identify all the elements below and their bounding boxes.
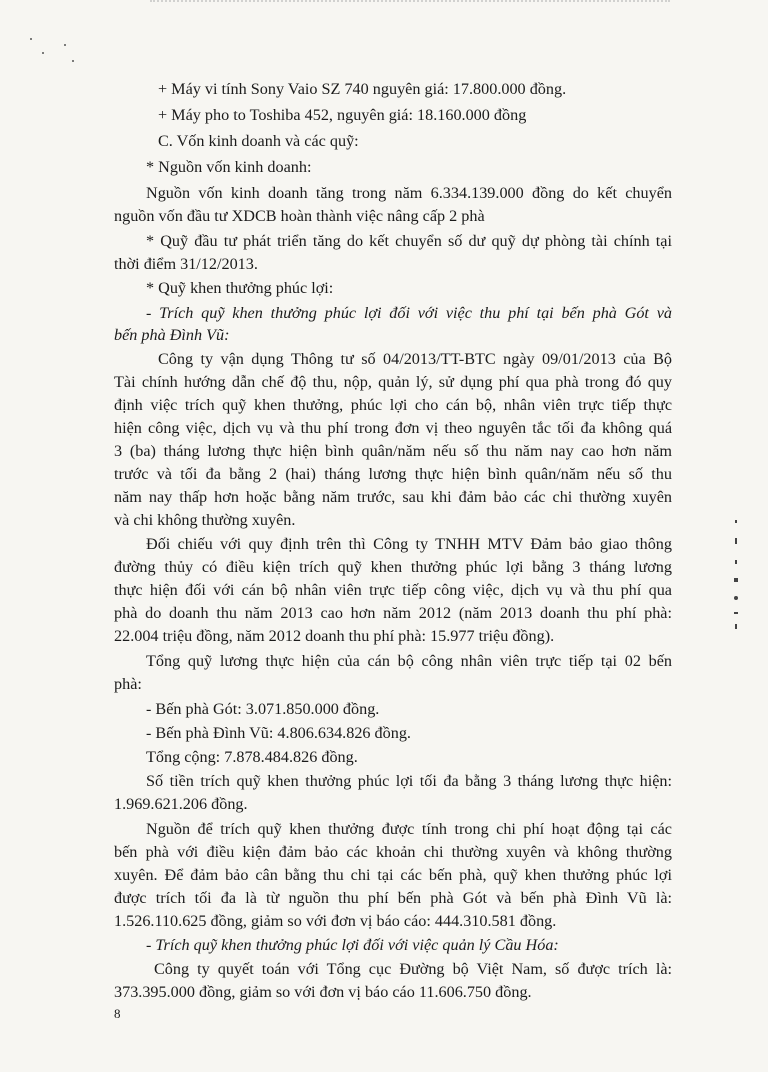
scan-artifact-topline: [150, 0, 670, 6]
text-line: Đối chiếu với quy định trên thì Công ty TNHH MTV Đảm bảo giao thông: [146, 535, 672, 553]
text-line: nguồn vốn đầu tư XDCB hoàn thành việc nâng cấp 2 phà: [114, 207, 485, 225]
text-line: * Quỹ đầu tư phát triển tăng do kết chuyển số dư quỹ dự phòng tài chính tại: [146, 232, 672, 250]
text-line: - Bến phà Đình Vũ: 4.806.634.826 đồng.: [146, 724, 411, 742]
italic-subheading: - Trích quỹ khen thưởng phúc lợi đối với việc thu phí tại bến phà Gót và: [146, 304, 672, 322]
text-line: trước và tối đa bằng 2 (hai) tháng lương thực hiện bình quân/năm nếu số thu: [114, 465, 672, 483]
text-line: định việc trích quỹ khen thưởng, phúc lợi cho cán bộ, nhân viên trực tiếp thực: [114, 396, 672, 414]
text-line: 1.526.110.625 đồng, giảm so với đơn vị báo cáo: 444.310.581 đồng.: [114, 912, 557, 930]
text-line: năm nay thấp hơn hoặc bằng năm trước, sau khi đảm bảo các chi thường xuyên: [114, 488, 672, 506]
text-line: Nguồn vốn kinh doanh tăng trong năm 6.334.139.000 đồng do kết chuyển: [146, 184, 672, 202]
text-line: Tài chính hướng dẫn chế độ thu, nộp, quản lý, sử dụng phí qua phà trong đó quy: [114, 373, 672, 391]
total-line: Tổng cộng: 7.878.484.826 đồng.: [146, 748, 358, 766]
section-heading: C. Vốn kinh doanh và các quỹ:: [158, 132, 359, 150]
text-line: 3 (ba) tháng lương thực hiện bình quân/năm nếu số thu năm nay cao hơn năm: [114, 442, 672, 460]
text-line: xuyên. Để đảm bảo cân bằng thu chi tại các bến phà, quỹ khen thưởng phúc lợi: [114, 866, 672, 884]
text-line: Công ty quyết toán với Tổng cục Đường bộ Việt Nam, số được trích là:: [154, 960, 672, 978]
text-line: và chi không thường xuyên.: [114, 511, 296, 529]
text-line: Nguồn để trích quỹ khen thưởng được tính trong chi phí hoạt động tại các: [146, 820, 672, 838]
text-line: * Quỹ khen thưởng phúc lợi:: [146, 279, 334, 297]
page-number: 8: [114, 1006, 121, 1021]
text-line: + Máy pho to Toshiba 452, nguyên giá: 18.160.000 đồng: [158, 106, 527, 124]
text-line: bến phà với điều kiện đảm bảo các khoản chi thường xuyên và không thường: [114, 843, 672, 861]
text-line: Số tiền trích quỹ khen thưởng phúc lợi tối đa bằng 3 tháng lương thực hiện:: [146, 772, 672, 790]
text-line: thực hiện đối với cán bộ nhân viên trực tiếp công việc, dịch vụ và thu phí qua: [114, 581, 672, 599]
text-line: thời điểm 31/12/2013.: [114, 255, 258, 273]
text-line: 22.004 triệu đồng, năm 2012 doanh thu phí phà: 15.977 triệu đồng).: [114, 627, 555, 645]
text-line: được trích tối đa là từ nguồn thu phí bến phà Gót và bến phà Đình Vũ là:: [114, 889, 672, 907]
text-line: - Bến phà Gót: 3.071.850.000 đồng.: [146, 700, 380, 718]
margin-stamp-mark: [730, 520, 742, 644]
text-line: hiện công việc, dịch vụ và thu phí trong đơn vị theo nguyên tắc tối đa không quá: [114, 419, 672, 437]
text-line: 373.395.000 đồng, giảm so với đơn vị báo cáo 11.606.750 đồng.: [114, 983, 532, 1001]
text-line: 1.969.621.206 đồng.: [114, 795, 248, 813]
text-line: + Máy vi tính Sony Vaio SZ 740 nguyên giá: 17.800.000 đồng.: [158, 80, 567, 98]
text-line: Tổng quỹ lương thực hiện của cán bộ công nhân viên trực tiếp tại 02 bến: [146, 652, 672, 670]
text-line: phà:: [114, 675, 142, 693]
text-line: Công ty vận dụng Thông tư số 04/2013/TT-BTC ngày 09/01/2013 của Bộ: [158, 350, 672, 368]
text-line: đường thủy có điều kiện trích quỹ khen thưởng phúc lợi bằng 3 tháng lương: [114, 558, 672, 576]
text-line: phà do doanh thu năm 2013 cao hơn năm 2012 (năm 2013 doanh thu phí phà:: [114, 604, 672, 622]
text-line: * Nguồn vốn kinh doanh:: [146, 158, 312, 176]
italic-subheading: - Trích quỹ khen thưởng phúc lợi đối với việc quản lý Cầu Hóa:: [146, 936, 559, 954]
italic-subheading: bến phà Đình Vũ:: [114, 326, 230, 344]
